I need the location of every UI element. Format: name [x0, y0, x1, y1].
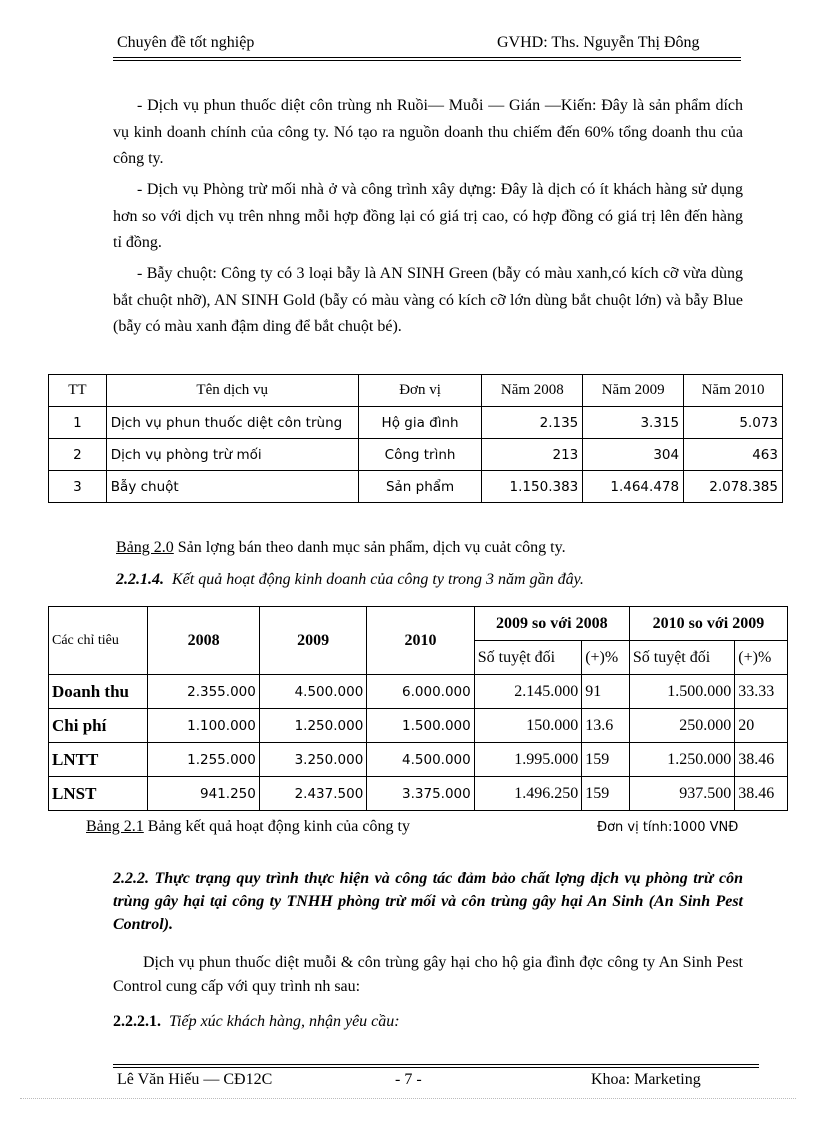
table-cell: 2.437.500 — [259, 777, 366, 811]
table-row — [49, 777, 788, 811]
row-label: LNTT — [49, 743, 148, 777]
caption-text: Bảng kết quả hoạt động kinh của công ty — [143, 818, 410, 835]
col-header: Năm 2010 — [684, 375, 783, 407]
col-header: Tên dịch vụ — [106, 375, 358, 407]
table-cell: 2.135 — [482, 407, 583, 439]
table-cell: 20 — [735, 709, 788, 743]
table-cell: 91 — [582, 675, 630, 709]
table-cell: 1.250.000 — [259, 709, 366, 743]
row-label: Doanh thu — [49, 675, 148, 709]
table-cell: 159 — [582, 777, 630, 811]
table-cell: 937.500 — [629, 777, 734, 811]
col-subheader: (+)% — [735, 641, 788, 675]
table-caption-1 — [116, 539, 566, 557]
paragraph-pest-spray — [113, 93, 743, 173]
table-cell: Hộ gia đình — [358, 407, 482, 439]
caption-text: Sản lợng bán theo danh mục sản phẩm, dịch vụ cuảt công ty. — [173, 539, 566, 556]
table-cell: 38.46 — [735, 743, 788, 777]
caption-label: Bảng 2.0 — [116, 539, 174, 556]
col-header-criteria: Các chỉ tiêu — [49, 607, 148, 675]
table-row — [49, 675, 788, 709]
footer-right: Khoa: Marketing — [591, 1071, 701, 1088]
section-heading-2221 — [113, 1013, 400, 1031]
page-bottom-edge — [20, 1098, 796, 1099]
table-row — [49, 407, 783, 439]
section-number: 2.2.1.4. — [116, 571, 164, 588]
col-header: Năm 2009 — [583, 375, 684, 407]
row-label: Chi phí — [49, 709, 148, 743]
service-volume-table — [48, 374, 783, 503]
page-number: - 7 - — [395, 1071, 422, 1088]
header-rule-2 — [113, 60, 741, 61]
table-header-row — [49, 607, 788, 641]
table-cell: Công trình — [358, 439, 482, 471]
caption-label: Bảng 2.1 — [86, 818, 144, 835]
col-header-year: 2008 — [148, 607, 260, 675]
table-cell: 150.000 — [474, 709, 581, 743]
col-header: Năm 2008 — [482, 375, 583, 407]
footer-rule-2 — [113, 1067, 759, 1068]
table-cell: 38.46 — [735, 777, 788, 811]
col-header: TT — [49, 375, 107, 407]
table-cell: 250.000 — [629, 709, 734, 743]
table-cell: 1.100.000 — [148, 709, 260, 743]
table-cell: 1.500.000 — [367, 709, 474, 743]
table-cell: Dịch vụ phun thuốc diệt côn trùng — [106, 407, 358, 439]
header-left: Chuyên đề tốt nghiệp — [117, 34, 255, 51]
section-heading-2214 — [116, 571, 584, 589]
table-header-row — [49, 375, 783, 407]
table-cell: 1.995.000 — [474, 743, 581, 777]
table-cell: 213 — [482, 439, 583, 471]
row-label: LNST — [49, 777, 148, 811]
footer-left: Lê Văn Hiếu — CĐ12C — [117, 1071, 273, 1088]
col-header-year: 2009 — [259, 607, 366, 675]
table-row — [49, 709, 788, 743]
paragraph-text: - Bẫy chuột: Công ty có 3 loại bẫy là AN SINH Green (bẫy có màu xanh,có kích cỡ vừa dùng bắt chuột nhỡ), AN SINH Gold (bẫy có màu vàng có kích cỡ lớn dùng bắt chuột lớn) và bẫy Blue (bẫy có màu xanh đậm ding để bắt chuột bé). — [113, 265, 743, 335]
table-cell: 3 — [49, 471, 107, 503]
col-subheader: Số tuyệt đối — [474, 641, 581, 675]
table-cell: 1.496.250 — [474, 777, 581, 811]
table-cell: 1.255.000 — [148, 743, 260, 777]
footer-rule — [113, 1064, 759, 1065]
table-cell: 3.375.000 — [367, 777, 474, 811]
section-text: 2.2.2. Thực trạng quy trình thực hiện và công tác đảm bảo chất lợng dịch vụ phòng trừ côn trùng gây hại tại công ty TNHH phòng trừ mối và côn trùng gây hại An Sinh (An Sinh Pest Control). — [113, 870, 743, 933]
section-number: 2.2.2.1. — [113, 1013, 161, 1030]
business-results-table — [48, 606, 788, 811]
col-header-group: 2010 so với 2009 — [629, 607, 787, 641]
paragraph-termite — [113, 177, 743, 257]
table-row — [49, 471, 783, 503]
table-cell: 4.500.000 — [259, 675, 366, 709]
header-right: GVHD: Ths. Nguyễn Thị Đông — [497, 34, 700, 51]
table-cell: 3.315 — [583, 407, 684, 439]
paragraph-text: - Dịch vụ phun thuốc diệt côn trùng nh Ruồi— Muỗi — Gián —Kiến: Đây là sản phẩm dích vụ kinh doanh chính của công ty. Nó tạo ra nguồn doanh thu chiếm đến 60% tổng doanh thu của công ty. — [113, 97, 743, 167]
table-row — [49, 439, 783, 471]
table-cell: 33.33 — [735, 675, 788, 709]
header-rule — [113, 57, 741, 58]
table-cell: 1 — [49, 407, 107, 439]
section-title: Tiếp xúc khách hàng, nhận yêu cầu: — [169, 1013, 400, 1030]
table-cell: Dịch vụ phòng trừ mối — [106, 439, 358, 471]
table-cell: Sản phẩm — [358, 471, 482, 503]
section-heading-222 — [113, 867, 743, 936]
col-header-group: 2009 so với 2008 — [474, 607, 629, 641]
section-title: Kết quả hoạt động kinh doanh của công ty trong 3 năm gần đây. — [172, 571, 584, 588]
paragraph-text: - Dịch vụ Phòng trừ mối nhà ở và công trình xây dựng: Đây là dịch có ít khách hàng sử dụng hơn so với dịch vụ trên nhng mỗi hợp đồng lại có giá trị cao, có hợp đồng có giá trị lên đến hàng tỉ đồng. — [113, 181, 743, 251]
table-cell: 941.250 — [148, 777, 260, 811]
table-cell: 463 — [684, 439, 783, 471]
table-cell: 13.6 — [582, 709, 630, 743]
col-header: Đơn vị — [358, 375, 482, 407]
table-cell: 2.145.000 — [474, 675, 581, 709]
table-cell: 2 — [49, 439, 107, 471]
table-cell: 1.500.000 — [629, 675, 734, 709]
col-subheader: Số tuyệt đối — [629, 641, 734, 675]
table-cell: 5.073 — [684, 407, 783, 439]
table-cell: Bẫy chuột — [106, 471, 358, 503]
table-cell: 304 — [583, 439, 684, 471]
table-cell: 1.464.478 — [583, 471, 684, 503]
unit-label: Đơn vị tính:1000 VNĐ — [597, 820, 739, 835]
table-cell: 4.500.000 — [367, 743, 474, 777]
table-cell: 159 — [582, 743, 630, 777]
table-row — [49, 743, 788, 777]
paragraph-text: Dịch vụ phun thuốc diệt muỗi & côn trùng gây hại cho hộ gia đình đợc công ty An Sinh Pest Control cung cấp với quy trình nh sau: — [113, 954, 743, 995]
table-cell: 2.355.000 — [148, 675, 260, 709]
col-header-year: 2010 — [367, 607, 474, 675]
table-cell: 1.150.383 — [482, 471, 583, 503]
table-cell: 6.000.000 — [367, 675, 474, 709]
table-cell: 3.250.000 — [259, 743, 366, 777]
col-subheader: (+)% — [582, 641, 630, 675]
paragraph-rat-trap — [113, 261, 743, 341]
table-cell: 1.250.000 — [629, 743, 734, 777]
table-cell: 2.078.385 — [684, 471, 783, 503]
table-caption-2 — [86, 818, 410, 836]
paragraph-process-intro — [113, 951, 743, 999]
